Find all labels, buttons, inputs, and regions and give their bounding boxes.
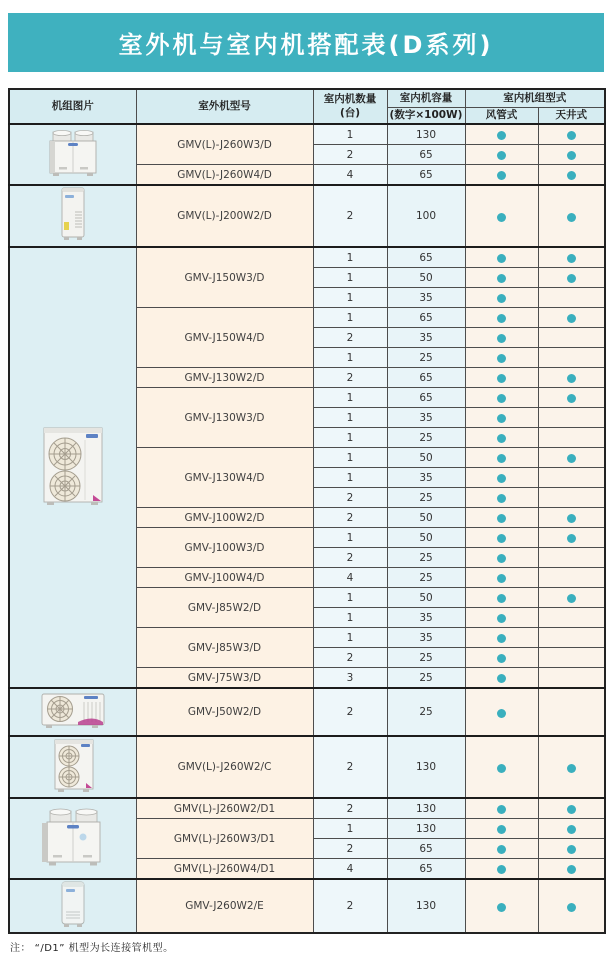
- model-name-cell: GMV-J130W3/D: [136, 388, 313, 448]
- indoor-capacity-cell: 65: [387, 859, 465, 880]
- duct-type-cell: [465, 528, 538, 548]
- indoor-qty-cell: 2: [313, 839, 387, 859]
- table-header: [9, 89, 605, 124]
- indoor-capacity-cell: 25: [387, 668, 465, 689]
- indoor-qty-cell: 1: [313, 608, 387, 628]
- duct-type-cell: [465, 736, 538, 798]
- supported-dot: [567, 394, 576, 403]
- supported-dot: [567, 151, 576, 160]
- ceiling-type-cell: [538, 165, 605, 186]
- model-name-cell: GMV-J100W2/D: [136, 508, 313, 528]
- indoor-qty-cell: 1: [313, 388, 387, 408]
- ceiling-type-cell: [538, 568, 605, 588]
- duct-type-cell: [465, 448, 538, 468]
- supported-dot: [497, 294, 506, 303]
- ceiling-type-cell: [538, 368, 605, 388]
- duct-type-cell: [465, 247, 538, 268]
- duct-type-cell: [465, 408, 538, 428]
- indoor-qty-cell: 2: [313, 145, 387, 165]
- table-row: [9, 185, 605, 247]
- supported-dot: [497, 764, 506, 773]
- supported-dot: [497, 434, 506, 443]
- supported-dot: [567, 865, 576, 874]
- supported-dot: [497, 534, 506, 543]
- ceiling-type-cell: [538, 588, 605, 608]
- duct-type-cell: [465, 468, 538, 488]
- unit-tall-boxy-icon: [58, 880, 88, 928]
- ceiling-type-cell: [538, 468, 605, 488]
- ceiling-type-cell: [538, 628, 605, 648]
- ceiling-type-cell: [538, 124, 605, 145]
- supported-dot: [567, 254, 576, 263]
- duct-type-cell: [465, 185, 538, 247]
- indoor-capacity-cell: 130: [387, 819, 465, 839]
- supported-dot: [567, 374, 576, 383]
- supported-dot: [567, 764, 576, 773]
- indoor-qty-cell: 1: [313, 348, 387, 368]
- col-header-ceiling-type: 天井式: [538, 107, 605, 124]
- indoor-qty-cell: 1: [313, 428, 387, 448]
- col-header-model: 室外机型号: [136, 89, 313, 124]
- duct-type-cell: [465, 308, 538, 328]
- indoor-qty-cell: 2: [313, 488, 387, 508]
- indoor-capacity-cell: 35: [387, 408, 465, 428]
- ceiling-type-cell: [538, 548, 605, 568]
- duct-type-cell: [465, 839, 538, 859]
- indoor-capacity-cell: 25: [387, 688, 465, 736]
- unit-top-fan-large-icon: [39, 806, 107, 868]
- indoor-capacity-cell: 25: [387, 428, 465, 448]
- model-name-cell: GMV-J100W3/D: [136, 528, 313, 568]
- duct-type-cell: [465, 508, 538, 528]
- supported-dot: [497, 845, 506, 854]
- duct-type-cell: [465, 819, 538, 839]
- supported-dot: [567, 594, 576, 603]
- ceiling-type-cell: [538, 508, 605, 528]
- ceiling-type-cell: [538, 798, 605, 819]
- table-row: [9, 688, 605, 736]
- supported-dot: [497, 594, 506, 603]
- unit-side-fan-icon: [40, 689, 106, 731]
- indoor-qty-cell: 1: [313, 268, 387, 288]
- table-row: [9, 798, 605, 819]
- ceiling-type-cell: [538, 268, 605, 288]
- supported-dot: [497, 394, 506, 403]
- supported-dot: [567, 825, 576, 834]
- indoor-capacity-cell: 65: [387, 839, 465, 859]
- indoor-capacity-cell: 25: [387, 348, 465, 368]
- supported-dot: [497, 554, 506, 563]
- table-row: [9, 736, 605, 798]
- ceiling-type-cell: [538, 308, 605, 328]
- indoor-qty-cell: 1: [313, 124, 387, 145]
- duct-type-cell: [465, 368, 538, 388]
- supported-dot: [497, 709, 506, 718]
- supported-dot: [497, 825, 506, 834]
- model-name-cell: GMV(L)-J200W2/D: [136, 185, 313, 247]
- supported-dot: [497, 574, 506, 583]
- ceiling-type-cell: [538, 328, 605, 348]
- supported-dot: [497, 805, 506, 814]
- header-row-1: [9, 89, 605, 107]
- supported-dot: [497, 414, 506, 423]
- supported-dot: [567, 131, 576, 140]
- supported-dot: [497, 131, 506, 140]
- duct-type-cell: [465, 388, 538, 408]
- duct-type-cell: [465, 588, 538, 608]
- indoor-qty-cell: 2: [313, 798, 387, 819]
- supported-dot: [497, 374, 506, 383]
- ceiling-type-cell: [538, 145, 605, 165]
- page-title: 室外机与室内机搭配表(D系列): [8, 13, 604, 72]
- indoor-capacity-cell: 35: [387, 628, 465, 648]
- duct-type-cell: [465, 879, 538, 933]
- duct-type-cell: [465, 288, 538, 308]
- unit-image-cell: [9, 124, 136, 185]
- indoor-qty-cell: 1: [313, 448, 387, 468]
- col-header-qty-line1: 室内机数量: [323, 93, 377, 106]
- model-name-cell: GMV-J260W2/E: [136, 879, 313, 933]
- table-row: [9, 124, 605, 145]
- col-header-duct-type: 风管式: [465, 107, 538, 124]
- model-name-cell: GMV-J85W3/D: [136, 628, 313, 668]
- supported-dot: [567, 454, 576, 463]
- indoor-qty-cell: 1: [313, 308, 387, 328]
- ceiling-type-cell: [538, 428, 605, 448]
- duct-type-cell: [465, 268, 538, 288]
- col-header-image: 机组图片: [9, 89, 136, 124]
- model-name-cell: GMV-J130W4/D: [136, 448, 313, 508]
- supported-dot: [497, 254, 506, 263]
- model-name-cell: GMV(L)-J260W2/C: [136, 736, 313, 798]
- duct-type-cell: [465, 628, 538, 648]
- supported-dot: [497, 614, 506, 623]
- indoor-capacity-cell: 65: [387, 308, 465, 328]
- indoor-qty-cell: 2: [313, 736, 387, 798]
- unit-image-cell: [9, 247, 136, 688]
- supported-dot: [497, 903, 506, 912]
- indoor-capacity-cell: 50: [387, 508, 465, 528]
- indoor-qty-cell: 2: [313, 368, 387, 388]
- supported-dot: [497, 151, 506, 160]
- ceiling-type-cell: [538, 839, 605, 859]
- duct-type-cell: [465, 165, 538, 186]
- ceiling-type-cell: [538, 448, 605, 468]
- supported-dot: [497, 334, 506, 343]
- indoor-capacity-cell: 130: [387, 124, 465, 145]
- indoor-qty-cell: 2: [313, 648, 387, 668]
- model-name-cell: GMV(L)-J260W4/D: [136, 165, 313, 186]
- indoor-capacity-cell: 65: [387, 247, 465, 268]
- ceiling-type-cell: [538, 879, 605, 933]
- model-name-cell: GMV(L)-J260W3/D1: [136, 819, 313, 859]
- indoor-capacity-cell: 25: [387, 488, 465, 508]
- indoor-qty-cell: 1: [313, 528, 387, 548]
- footnote: 注： “/D1” 机型为长连接管机型。: [10, 943, 174, 954]
- indoor-capacity-cell: 65: [387, 368, 465, 388]
- col-header-qty: [313, 89, 387, 124]
- col-header-capacity: 室内机容量: [387, 89, 465, 107]
- supported-dot: [497, 354, 506, 363]
- duct-type-cell: [465, 798, 538, 819]
- supported-dot: [497, 674, 506, 683]
- indoor-qty-cell: 1: [313, 819, 387, 839]
- indoor-capacity-cell: 35: [387, 608, 465, 628]
- duct-type-cell: [465, 568, 538, 588]
- indoor-qty-cell: 2: [313, 185, 387, 247]
- supported-dot: [497, 314, 506, 323]
- supported-dot: [497, 474, 506, 483]
- indoor-capacity-cell: 25: [387, 648, 465, 668]
- supported-dot: [497, 274, 506, 283]
- table-row: [9, 247, 605, 268]
- ceiling-type-cell: [538, 668, 605, 689]
- model-name-cell: GMV-J85W2/D: [136, 588, 313, 628]
- supported-dot: [567, 514, 576, 523]
- indoor-capacity-cell: 35: [387, 288, 465, 308]
- duct-type-cell: [465, 428, 538, 448]
- duct-type-cell: [465, 124, 538, 145]
- ceiling-type-cell: [538, 859, 605, 880]
- supported-dot: [497, 454, 506, 463]
- duct-type-cell: [465, 145, 538, 165]
- indoor-qty-cell: 1: [313, 588, 387, 608]
- model-name-cell: GMV-J130W2/D: [136, 368, 313, 388]
- unit-front-dual-fan-small-icon: [49, 737, 97, 793]
- unit-top-fan-small-icon: [44, 128, 102, 178]
- model-name-cell: GMV-J100W4/D: [136, 568, 313, 588]
- duct-type-cell: [465, 668, 538, 689]
- indoor-capacity-cell: 130: [387, 798, 465, 819]
- ceiling-type-cell: [538, 648, 605, 668]
- indoor-capacity-cell: 50: [387, 528, 465, 548]
- unit-image-cell: [9, 736, 136, 798]
- indoor-qty-cell: 1: [313, 628, 387, 648]
- indoor-qty-cell: 2: [313, 548, 387, 568]
- indoor-capacity-cell: 65: [387, 388, 465, 408]
- supported-dot: [567, 534, 576, 543]
- supported-dot: [567, 274, 576, 283]
- model-name-cell: GMV-J75W3/D: [136, 668, 313, 689]
- unit-image-cell: [9, 185, 136, 247]
- model-name-cell: GMV-J50W2/D: [136, 688, 313, 736]
- unit-image-cell: [9, 688, 136, 736]
- supported-dot: [497, 494, 506, 503]
- col-header-unit-type: 室内机组型式: [465, 89, 605, 107]
- ceiling-type-cell: [538, 348, 605, 368]
- indoor-capacity-cell: 130: [387, 736, 465, 798]
- table-row: [9, 879, 605, 933]
- ceiling-type-cell: [538, 736, 605, 798]
- supported-dot: [567, 805, 576, 814]
- supported-dot: [567, 903, 576, 912]
- ceiling-type-cell: [538, 819, 605, 839]
- catalog-page: [0, 13, 612, 954]
- col-header-capacity-unit: (数字×100W): [387, 107, 465, 124]
- indoor-capacity-cell: 35: [387, 468, 465, 488]
- indoor-capacity-cell: 65: [387, 145, 465, 165]
- supported-dot: [497, 634, 506, 643]
- supported-dot: [567, 213, 576, 222]
- ceiling-type-cell: [538, 608, 605, 628]
- ceiling-type-cell: [538, 408, 605, 428]
- indoor-capacity-cell: 65: [387, 165, 465, 186]
- indoor-capacity-cell: 50: [387, 268, 465, 288]
- indoor-qty-cell: 2: [313, 508, 387, 528]
- ceiling-type-cell: [538, 185, 605, 247]
- indoor-capacity-cell: 25: [387, 568, 465, 588]
- indoor-qty-cell: 4: [313, 568, 387, 588]
- supported-dot: [497, 654, 506, 663]
- unit-image-cell: [9, 798, 136, 879]
- indoor-capacity-cell: 35: [387, 328, 465, 348]
- indoor-capacity-cell: 25: [387, 548, 465, 568]
- match-table-body: [9, 124, 605, 933]
- model-name-cell: GMV-J150W4/D: [136, 308, 313, 368]
- ceiling-type-cell: [538, 488, 605, 508]
- supported-dot: [497, 865, 506, 874]
- model-name-cell: GMV(L)-J260W2/D1: [136, 798, 313, 819]
- indoor-qty-cell: 4: [313, 859, 387, 880]
- duct-type-cell: [465, 688, 538, 736]
- unit-front-dual-fan-large-icon: [36, 424, 110, 508]
- supported-dot: [567, 171, 576, 180]
- ceiling-type-cell: [538, 388, 605, 408]
- unit-tall-narrow-icon: [57, 186, 89, 242]
- indoor-qty-cell: 4: [313, 165, 387, 186]
- model-name-cell: GMV(L)-J260W3/D: [136, 124, 313, 165]
- duct-type-cell: [465, 859, 538, 880]
- duct-type-cell: [465, 328, 538, 348]
- indoor-qty-cell: 1: [313, 247, 387, 268]
- col-header-qty-line2: (台): [339, 106, 361, 119]
- duct-type-cell: [465, 488, 538, 508]
- model-name-cell: GMV-J150W3/D: [136, 247, 313, 308]
- indoor-capacity-cell: 100: [387, 185, 465, 247]
- indoor-capacity-cell: 50: [387, 448, 465, 468]
- indoor-qty-cell: 2: [313, 688, 387, 736]
- model-name-cell: GMV(L)-J260W4/D1: [136, 859, 313, 880]
- indoor-qty-cell: 1: [313, 408, 387, 428]
- duct-type-cell: [465, 548, 538, 568]
- supported-dot: [497, 213, 506, 222]
- indoor-qty-cell: 1: [313, 468, 387, 488]
- supported-dot: [497, 171, 506, 180]
- duct-type-cell: [465, 348, 538, 368]
- indoor-capacity-cell: 130: [387, 879, 465, 933]
- indoor-qty-cell: 1: [313, 288, 387, 308]
- duct-type-cell: [465, 608, 538, 628]
- match-table: [8, 88, 606, 934]
- indoor-qty-cell: 3: [313, 668, 387, 689]
- duct-type-cell: [465, 648, 538, 668]
- indoor-qty-cell: 2: [313, 328, 387, 348]
- supported-dot: [567, 314, 576, 323]
- unit-image-cell: [9, 879, 136, 933]
- ceiling-type-cell: [538, 247, 605, 268]
- ceiling-type-cell: [538, 688, 605, 736]
- indoor-capacity-cell: 50: [387, 588, 465, 608]
- supported-dot: [567, 845, 576, 854]
- ceiling-type-cell: [538, 288, 605, 308]
- ceiling-type-cell: [538, 528, 605, 548]
- indoor-qty-cell: 2: [313, 879, 387, 933]
- supported-dot: [497, 514, 506, 523]
